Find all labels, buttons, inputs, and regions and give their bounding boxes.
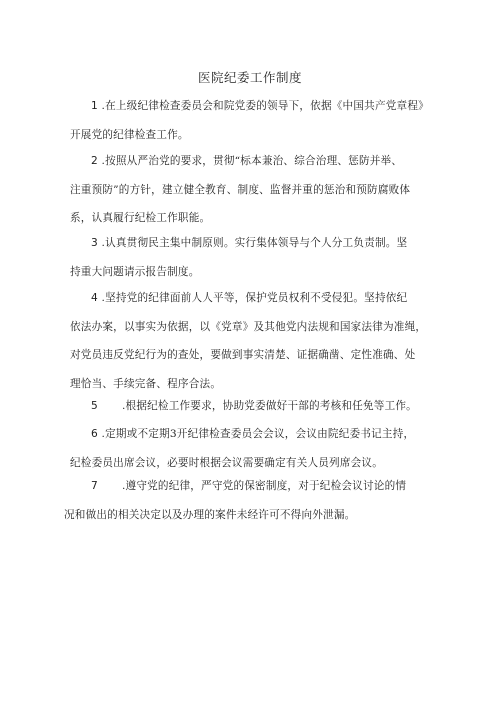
paragraph-line: 纪检委员出席会议，必要时根据会议需要确定有关人员列席会议。 <box>70 456 384 469</box>
paragraph-number: 5 <box>91 400 98 412</box>
paragraph-line: 对党员违反党纪行为的查处，要做到事实清楚、证据确凿、定性准确、处 <box>70 349 416 361</box>
paragraph-line: 6 .定期或不定期3开纪律检查委员会会议，会议由院纪委书记主持， <box>91 428 415 440</box>
paragraph-line: 3 .认真贯彻民主集中制原则。实行集体领导与个人分工负责制。坚 <box>91 237 408 249</box>
paragraph-line: 依法办案，以事实为依据，以《党章》及其他党内法规和国家法律为准绳， <box>70 320 427 333</box>
paragraph-1 <box>70 92 440 149</box>
paragraph-line: 注重预防”的方针，建立健全教育、制度、监督并重的惩治和预防腐败体 <box>70 183 411 196</box>
paragraph-line: 况和做出的相关决定以及办理的案件未经许可不得向外泄漏。 <box>64 508 356 521</box>
paragraph-line: 持重大问题请示报告制度。 <box>70 265 200 278</box>
paragraph-5 <box>70 392 440 421</box>
paragraph-line: 系，认真履行纪检工作职能。 <box>70 212 211 224</box>
paragraph-4 <box>70 284 440 398</box>
paragraph-number: 2 <box>91 155 98 167</box>
paragraph-2 <box>70 147 440 233</box>
paragraph-7 <box>64 472 440 529</box>
paragraph-6 <box>70 420 440 477</box>
paragraph-number: 6 <box>91 428 98 440</box>
document-title: 医院纪委工作制度 <box>197 70 302 85</box>
paragraph-number: 3 <box>91 237 98 249</box>
paragraph-line: 5 .根据纪检工作要求，协助党委做好干部的考核和任免等工作。 <box>91 400 417 412</box>
paragraph-number: 1 <box>91 100 98 112</box>
paragraph-line: 2 .按照从严治党的要求，贯彻“标本兼治、综合治理、惩防并举、 <box>91 155 403 167</box>
paragraph-line: 7 .遵守党的纪律，严守党的保密制度，对于纪检会议讨论的情 <box>91 480 407 492</box>
paragraph-line: 开展党的纪律检查工作。 <box>70 128 189 141</box>
paragraph-line: 理恰当、手续完备、程序合法。 <box>70 377 222 390</box>
paragraph-line: 1 .在上级纪律检查委员会和院党委的领导下，依据《中国共产党章程》 <box>91 100 429 112</box>
paragraph-3 <box>70 229 440 286</box>
paragraph-number: 7 <box>91 480 98 492</box>
paragraph-line: 4 .坚持党的纪律面前人人平等，保护党员权利不受侵犯。坚持依纪 <box>91 292 408 304</box>
paragraph-number: 4 <box>91 292 98 304</box>
